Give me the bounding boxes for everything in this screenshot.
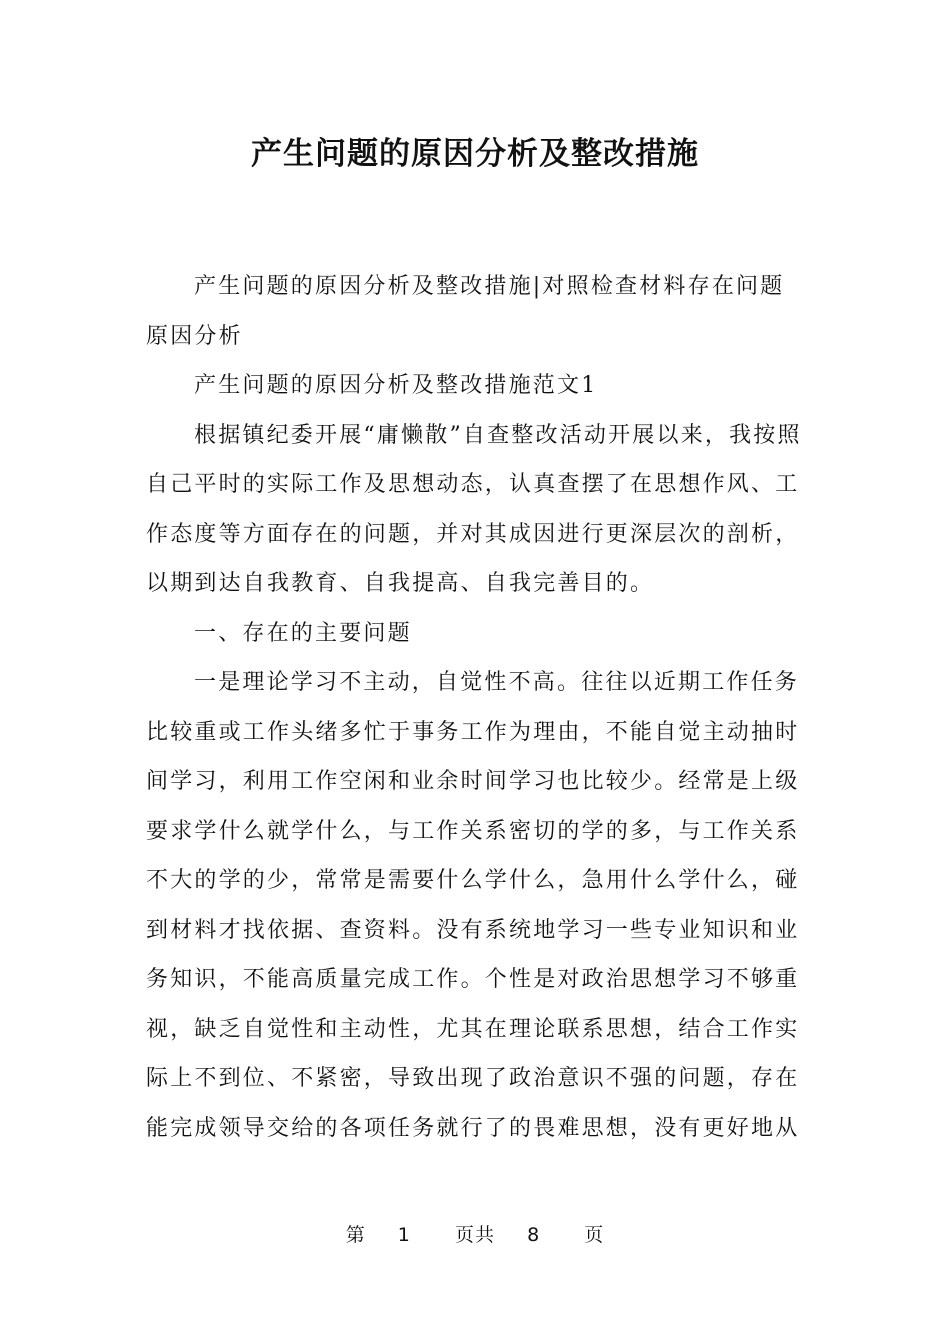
- footer-suffix: 页: [584, 1224, 605, 1246]
- footer-current-page: 1: [397, 1224, 411, 1246]
- document-body: [146, 262, 808, 1153]
- section-heading: 一、存在的主要问题: [194, 620, 412, 646]
- document-title: 产生问题的原因分析及整改措施: [251, 136, 699, 172]
- paragraph-sample-heading: 产生问题的原因分析及整改措施范文1: [194, 373, 598, 398]
- footer-prefix: 第: [345, 1224, 366, 1246]
- page-footer: [0, 1220, 950, 1247]
- paragraph-subtitle: 产生问题的原因分析及整改措施|对照检查材料存在问题原因分析: [146, 274, 785, 349]
- paragraph-problem-one: 一是理论学习不主动，自觉性不高。往往以近期工作任务比较重或工作头绪多忙于事务工作为理由，不能自觉主动抽时间学习，利用工作空闲和业余时间学习也比较少。经常是上级要求学什么就学什么，与工作关系密切的学的多，与工作关系不大的学的少，常常是需要什么学什么，急用什么学什么，碰到材料才找依据、查资料。没有系统地学习一些专业知识和业务知识，不能高质量完成工作。个性是对政治思想学习不够重视，缺乏自觉性和主动性，尤其在理论联系思想，结合工作实际上不到位、不紧密，导致出现了政治意识不强的问题，存在能完成领导交给的各项任务就行了的畏难思想，没有更好地从: [146, 670, 800, 1141]
- paragraph-intro: 根据镇纪委开展“庸懒散”自查整改活动开展以来，我按照自己平时的实际工作及思想动态，认真查摆了在思想作风、工作态度等方面存在的问题，并对其成因进行更深层次的剖析，以期到达自我教育、自我提高、自我完善目的。: [146, 422, 802, 596]
- footer-total-pages: 8: [527, 1224, 541, 1246]
- footer-mid: 页共: [454, 1224, 495, 1246]
